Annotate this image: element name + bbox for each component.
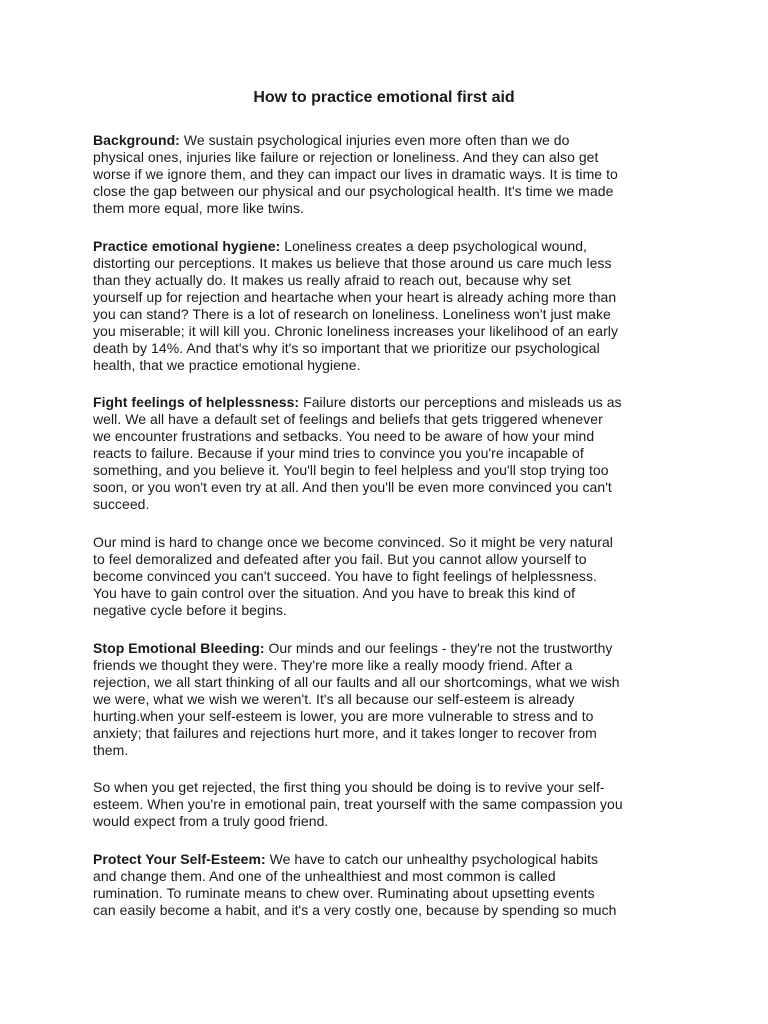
paragraph-text: Failure distorts our perceptions and misleads us as well. We all have a default set of feelings and beliefs that gets triggered whenever we encounter frustrations and setbacks. You need to be aware of how your mind reacts to failure. Because if your mind tries to convince you you're incapable of something, and you believe it. You'll begin to feel helpless and you'll stop trying too soon, or you won't even try at all. And then you'll be even more convinced you can't succeed. <box>93 394 622 512</box>
paragraph-heading: Stop Emotional Bleeding: <box>93 640 265 656</box>
paragraph-rejection <box>93 779 678 830</box>
paragraph-heading: Protect Your Self-Esteem: <box>93 851 266 867</box>
paragraph-mind-change <box>93 534 678 619</box>
paragraph-self-esteem <box>93 851 678 919</box>
paragraph-heading: Practice emotional hygiene: <box>93 238 281 254</box>
paragraph-emotional-bleeding <box>93 640 678 759</box>
paragraph-text: So when you get rejected, the first thing you should be doing is to revive your self- esteem. When you're in emotional pain, treat yourself with the same compassion you would expect from a truly good friend. <box>93 779 623 829</box>
paragraph-text: We have to catch our unhealthy psychological habits and change them. And one of the unhealthiest and most common is called rumination. To ruminate means to chew over. Ruminating about upsetting events can easily become a habit, and it's a very costly one, because by spending so much <box>93 851 617 918</box>
paragraph-heading: Background: <box>93 132 180 148</box>
page-title: How to practice emotional first aid <box>253 89 515 106</box>
paragraph-text: Loneliness creates a deep psychological wound, distorting our perceptions. It makes us believe that those around us care much less than they actually do. It makes us really afraid to reach out, because why set yourself up for rejection and heartache when your heart is already aching more than you can stand? There is a lot of research on loneliness. Loneliness won't just make you miserable; it will kill you. Chronic loneliness increases your likelihood of an early death by 14%. And that's why it's so important that we prioritize our psychological health, that we practice emotional hygiene. <box>93 238 619 373</box>
paragraph-heading: Fight feelings of helplessness: <box>93 394 300 410</box>
paragraph-text: Our mind is hard to change once we become convinced. So it might be very natural to feel demoralized and defeated after you fail. But you cannot allow yourself to become convinced you can't succeed. You have to fight feelings of helplessness. You have to gain control over the situation. And you have to break this kind of negative cycle before it begins. <box>93 534 613 618</box>
paragraph-text: Our minds and our feelings - they're not the trustworthy friends we thought they were. They're more like a really moody friend. After a rejection, we all start thinking of all our faults and all our shortcomings, what we wish we were, what we wish we weren't. It's all because our self-esteem is already hurting.when your self-esteem is lower, you are more vulnerable to stress and to anxiety; that failures and rejections hurt more, and it takes longer to recover from them. <box>93 640 620 758</box>
paragraph-background <box>93 132 678 217</box>
paragraph-helplessness <box>93 394 678 513</box>
paragraph-emotional-hygiene <box>93 238 678 374</box>
paragraph-text: We sustain psychological injuries even more often than we do physical ones, injuries like failure or rejection or loneliness. And they can also get worse if we ignore them, and they can impact our lives in dramatic ways. It is time to close the gap between our physical and our psychological health. It's time we made them more equal, more like twins. <box>93 132 618 216</box>
